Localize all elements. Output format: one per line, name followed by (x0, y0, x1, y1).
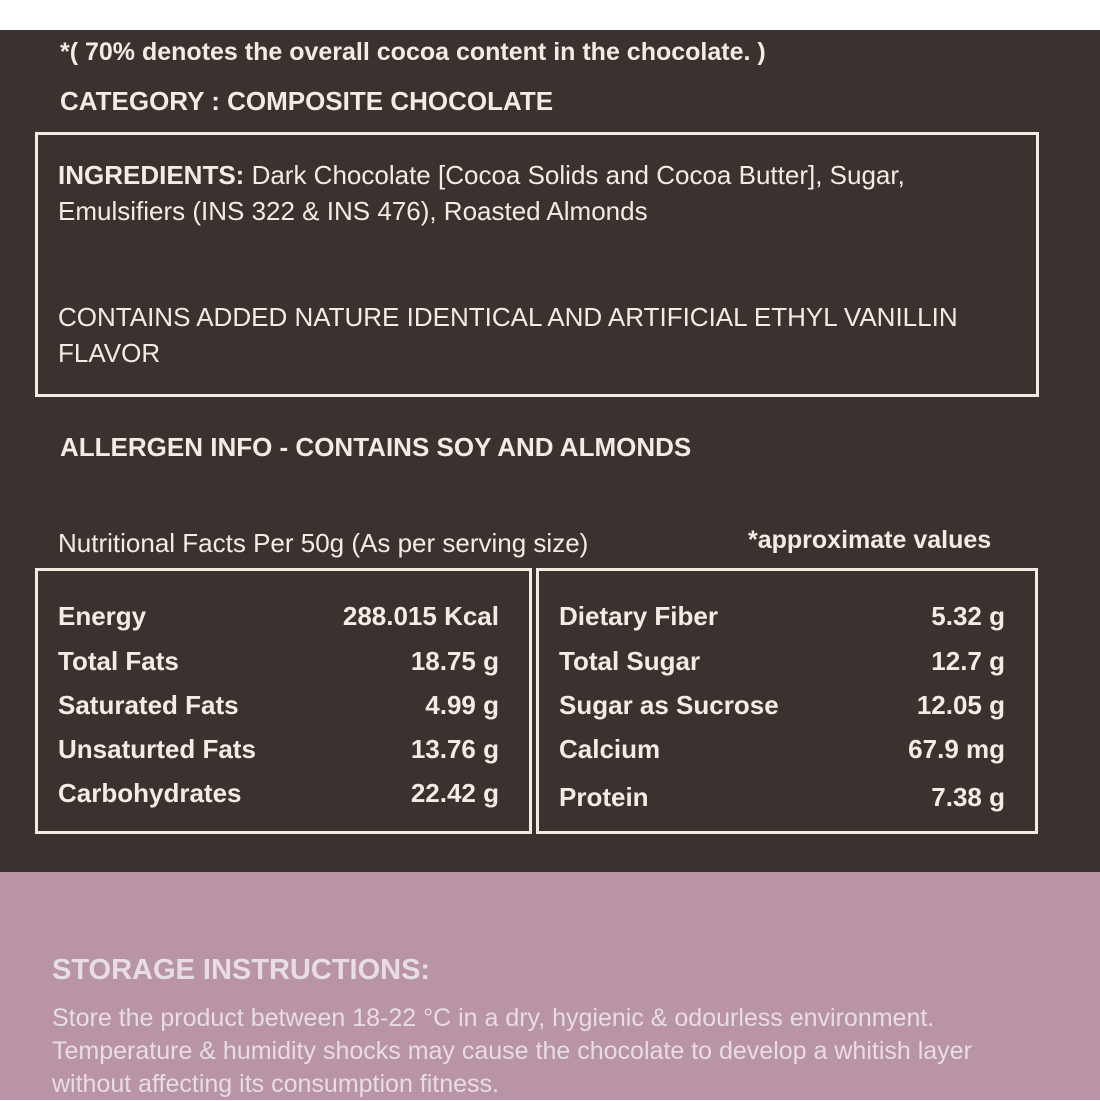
ingredients-label: INGREDIENTS: (58, 160, 245, 190)
nutrient-value: 13.76 g (410, 734, 499, 764)
allergen-info: ALLERGEN INFO - CONTAINS SOY AND ALMONDS (60, 432, 692, 462)
nutrition-row (38, 690, 529, 734)
nutrition-table-left (35, 568, 532, 834)
nutrient-value: 12.05 g (916, 690, 1005, 720)
cocoa-note: *( 70% denotes the overall cocoa content in the chocolate. ) (60, 38, 766, 66)
nutrition-row (38, 778, 529, 822)
nutrient-value: 18.75 g (410, 646, 499, 676)
ingredients-box (35, 132, 1039, 397)
ingredients-list: Dark Chocolate [Cocoa Solids and Cocoa Butter], Sugar, Emulsifiers (INS 322 & INS 476), Roasted Almonds (58, 160, 905, 226)
nutrition-table-right (536, 568, 1038, 834)
nutrient-value: 12.7 g (931, 646, 1005, 676)
nutrient-label: Protein (559, 782, 649, 812)
category-line: CATEGORY : COMPOSITE CHOCOLATE (60, 86, 554, 116)
nutrient-label: Calcium (559, 734, 661, 764)
nutrient-label: Total Fats (58, 646, 179, 676)
storage-text: Store the product between 18-22 °C in a dry, hygienic & odourless environment. Temperature & humidity shocks may cause the chocolate to develop a whitish layer without affecting its consumption fitness. (52, 1004, 972, 1098)
nutrition-row (539, 734, 1035, 778)
nutrition-row (38, 601, 529, 645)
nutrition-row (539, 782, 1035, 826)
ingredients-text (58, 157, 1018, 229)
nutrition-row (38, 646, 529, 690)
nutrient-label: Unsaturted Fats (58, 734, 256, 764)
nutrient-label: Saturated Fats (58, 690, 239, 720)
flavor-statement: CONTAINS ADDED NATURE IDENTICAL AND ARTIFICIAL ETHYL VANILLIN FLAVOR (58, 302, 958, 368)
nutrient-label: Sugar as Sucrose (559, 690, 779, 720)
nutrient-value: 22.42 g (410, 778, 499, 808)
nutrition-row (539, 690, 1035, 734)
nutrition-row (539, 646, 1035, 690)
nutrition-row (539, 601, 1035, 645)
nutrient-value: 288.015 Kcal (342, 601, 499, 631)
approximate-values-note: *approximate values (748, 526, 992, 554)
nutrient-label: Dietary Fiber (559, 601, 718, 631)
nutrient-value: 7.38 g (931, 782, 1005, 812)
nutrition-title: Nutritional Facts Per 50g (As per serving size) (58, 528, 589, 558)
nutrient-value: 5.32 g (931, 601, 1005, 631)
nutrient-label: Total Sugar (559, 646, 701, 676)
nutrient-label: Carbohydrates (58, 778, 242, 808)
nutrition-row (38, 734, 529, 778)
nutrient-label: Energy (58, 601, 147, 631)
nutrient-value: 67.9 mg (908, 734, 1005, 764)
storage-title: STORAGE INSTRUCTIONS: (52, 954, 431, 986)
nutrient-value: 4.99 g (425, 690, 499, 720)
